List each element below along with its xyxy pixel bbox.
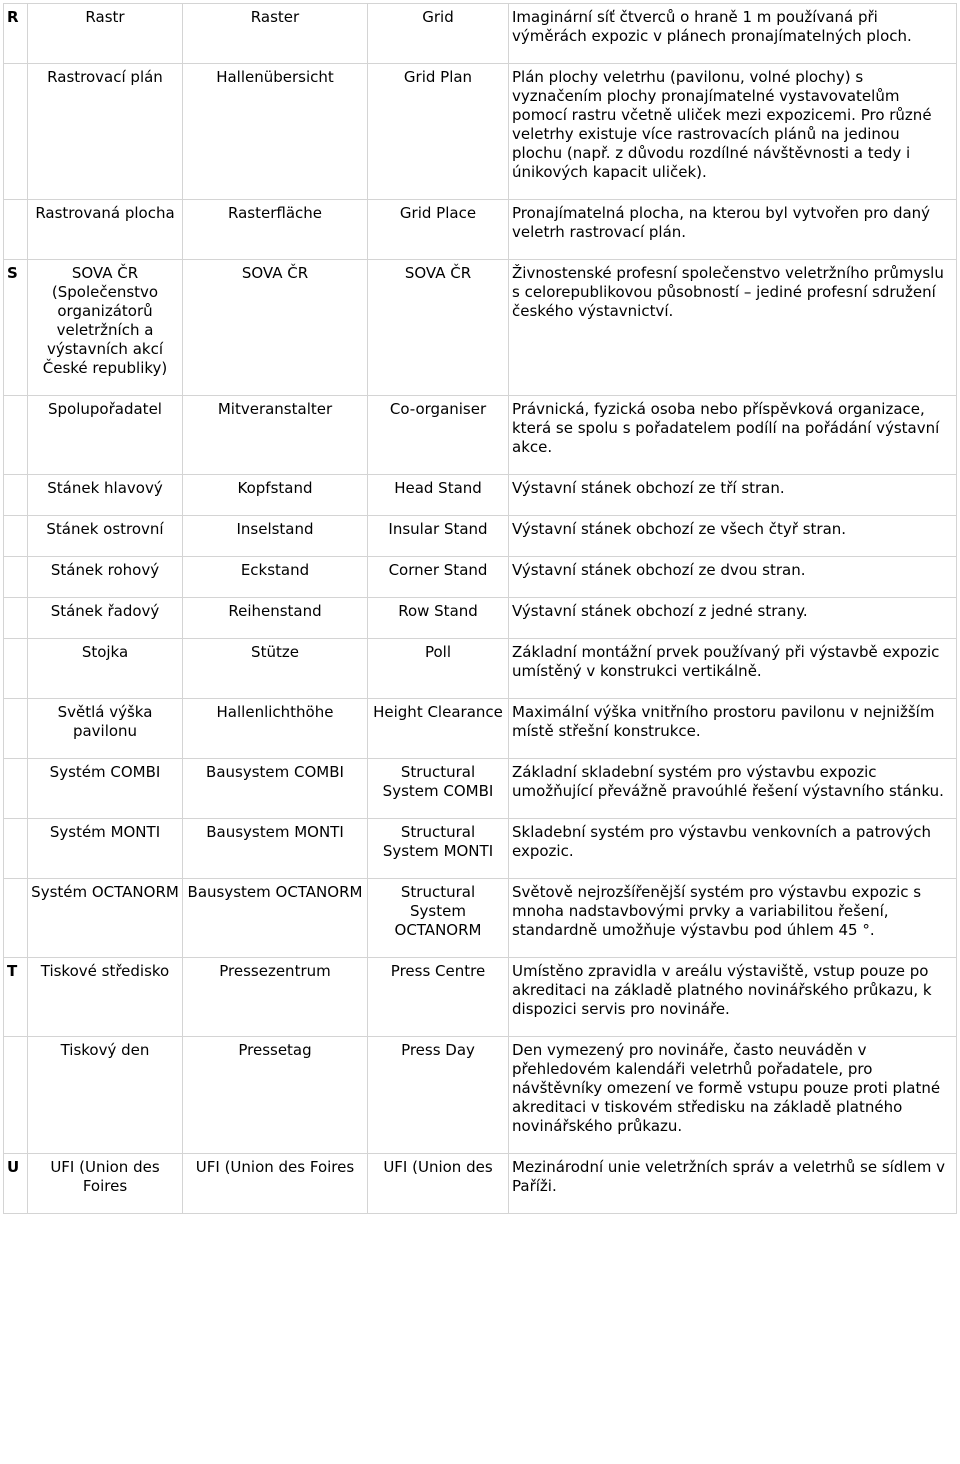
section-letter (4, 819, 28, 879)
section-letter: T (4, 958, 28, 1037)
term-definition: Imaginární síť čtverců o hraně 1 m používaná při výměrách expozic v plánech pronajímatelných ploch. (509, 4, 957, 64)
term-english: Head Stand (368, 475, 509, 516)
term-definition: Výstavní stánek obchozí ze tří stran. (509, 475, 957, 516)
section-letter (4, 699, 28, 759)
term-czech: UFI (Union des Foires (28, 1154, 183, 1214)
term-german: Pressetag (183, 1037, 368, 1154)
section-letter: S (4, 260, 28, 396)
section-letter (4, 64, 28, 200)
table-row (4, 260, 957, 396)
term-czech: Rastrovaná plocha (28, 200, 183, 260)
term-german: Bausystem COMBI (183, 759, 368, 819)
glossary-table (3, 3, 957, 1214)
table-row (4, 557, 957, 598)
term-german: Bausystem OCTANORM (183, 879, 368, 958)
term-czech: Stánek rohový (28, 557, 183, 598)
term-english: UFI (Union des (368, 1154, 509, 1214)
term-definition: Den vymezený pro novináře, často neuváděn v přehledovém kalendáři veletrhů pořadatele, pro návštěvníky omezení ve formě vstupu pouze proti platné akreditaci v tiskovém středisku na základě platného novinářského průkazu. (509, 1037, 957, 1154)
term-czech: Světlá výška pavilonu (28, 699, 183, 759)
term-german: UFI (Union des Foires (183, 1154, 368, 1214)
term-czech: Systém COMBI (28, 759, 183, 819)
term-english: Row Stand (368, 598, 509, 639)
term-german: Reihenstand (183, 598, 368, 639)
term-definition: Právnická, fyzická osoba nebo příspěvková organizace, která se spolu s pořadatelem podílí na pořádání výstavní akce. (509, 396, 957, 475)
term-czech: SOVA ČR (Společenstvo organizátorů veletržních a výstavních akcí České republiky) (28, 260, 183, 396)
table-row (4, 200, 957, 260)
section-letter (4, 396, 28, 475)
term-czech: Rastrovací plán (28, 64, 183, 200)
term-german: Kopfstand (183, 475, 368, 516)
section-letter (4, 557, 28, 598)
term-czech: Stojka (28, 639, 183, 699)
glossary-body (4, 4, 957, 1214)
term-english: Corner Stand (368, 557, 509, 598)
term-english: Height Clearance (368, 699, 509, 759)
term-definition: Skladební systém pro výstavbu venkovních a patrových expozic. (509, 819, 957, 879)
section-letter (4, 475, 28, 516)
term-czech: Systém OCTANORM (28, 879, 183, 958)
table-row (4, 1154, 957, 1214)
term-definition: Výstavní stánek obchozí ze dvou stran. (509, 557, 957, 598)
term-definition: Výstavní stánek obchozí ze všech čtyř stran. (509, 516, 957, 557)
term-english: Grid Plan (368, 64, 509, 200)
term-definition: Umístěno zpravidla v areálu výstaviště, vstup pouze po akreditaci na základě platného novinářského průkazu, k dispozici servis pro novináře. (509, 958, 957, 1037)
section-letter (4, 516, 28, 557)
table-row (4, 396, 957, 475)
term-english: Press Centre (368, 958, 509, 1037)
table-row (4, 475, 957, 516)
term-czech: Rastr (28, 4, 183, 64)
term-definition: Maximální výška vnitřního prostoru pavilonu v nejnižším místě střešní konstrukce. (509, 699, 957, 759)
term-german: Stütze (183, 639, 368, 699)
term-english: Grid Place (368, 200, 509, 260)
term-definition: Pronajímatelná plocha, na kterou byl vytvořen pro daný veletrh rastrovací plán. (509, 200, 957, 260)
term-czech: Systém MONTI (28, 819, 183, 879)
term-czech: Spolupořadatel (28, 396, 183, 475)
term-german: Mitveranstalter (183, 396, 368, 475)
term-german: Hallenübersicht (183, 64, 368, 200)
term-english: Press Day (368, 1037, 509, 1154)
table-row (4, 1037, 957, 1154)
term-czech: Stánek řadový (28, 598, 183, 639)
term-german: Bausystem MONTI (183, 819, 368, 879)
section-letter: U (4, 1154, 28, 1214)
term-german: Rasterfläche (183, 200, 368, 260)
term-definition: Základní montážní prvek používaný při výstavbě expozic umístěný v konstrukci vertikálně. (509, 639, 957, 699)
term-definition: Živnostenské profesní společenstvo veletržního průmyslu s celorepublikovou působností – jediné profesní sdružení českého výstavnictví. (509, 260, 957, 396)
term-english: SOVA ČR (368, 260, 509, 396)
term-german: Inselstand (183, 516, 368, 557)
section-letter (4, 639, 28, 699)
table-row (4, 958, 957, 1037)
table-row (4, 64, 957, 200)
table-row (4, 879, 957, 958)
term-czech: Stánek hlavový (28, 475, 183, 516)
table-row (4, 759, 957, 819)
table-row (4, 639, 957, 699)
term-english: Co-organiser (368, 396, 509, 475)
table-row (4, 598, 957, 639)
table-row (4, 4, 957, 64)
section-letter (4, 598, 28, 639)
section-letter (4, 879, 28, 958)
term-english: Structural System OCTANORM (368, 879, 509, 958)
term-german: Eckstand (183, 557, 368, 598)
term-definition: Základní skladební systém pro výstavbu expozic umožňující převážně pravoúhlé řešení výstavního stánku. (509, 759, 957, 819)
term-czech: Stánek ostrovní (28, 516, 183, 557)
section-letter (4, 200, 28, 260)
section-letter (4, 1037, 28, 1154)
term-german: Pressezentrum (183, 958, 368, 1037)
term-english: Poll (368, 639, 509, 699)
table-row (4, 819, 957, 879)
term-definition: Mezinárodní unie veletržních správ a veletrhů se sídlem v Paříži. (509, 1154, 957, 1214)
term-german: Hallenlichthöhe (183, 699, 368, 759)
term-definition: Plán plochy veletrhu (pavilonu, volné plochy) s vyznačením plochy pronajímatelné vystavovatelům pomocí rastru včetně uliček mezi expozicemi. Pro různé veletrhy existuje více rastrovacích plánů na jedinou plochu (např. z důvodu rozdílné návštěvnosti a tedy i únikových kapacit uliček). (509, 64, 957, 200)
term-english: Structural System COMBI (368, 759, 509, 819)
term-english: Structural System MONTI (368, 819, 509, 879)
section-letter: R (4, 4, 28, 64)
term-german: SOVA ČR (183, 260, 368, 396)
term-czech: Tiskový den (28, 1037, 183, 1154)
table-row (4, 516, 957, 557)
term-definition: Výstavní stánek obchozí z jedné strany. (509, 598, 957, 639)
section-letter (4, 759, 28, 819)
term-german: Raster (183, 4, 368, 64)
term-czech: Tiskové středisko (28, 958, 183, 1037)
term-english: Insular Stand (368, 516, 509, 557)
term-english: Grid (368, 4, 509, 64)
term-definition: Světově nejrozšířenější systém pro výstavbu expozic s mnoha nadstavbovými prvky a variabilitou řešení, standardně umožňuje výstavbu pod úhlem 45 °. (509, 879, 957, 958)
table-row (4, 699, 957, 759)
